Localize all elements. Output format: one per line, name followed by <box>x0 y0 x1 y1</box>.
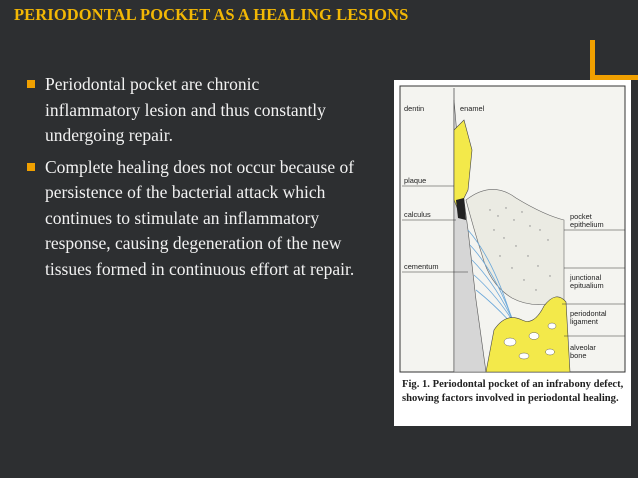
label-alveolar: alveolar <box>570 343 596 352</box>
label-enamel: enamel <box>460 104 485 113</box>
figure-panel <box>394 80 631 426</box>
bullet-text: Complete healing does not occur because of persistence of the bacterial attack which continues to stimulate an inflammatory response, causing degeneration of the new tissues formed in continuous effort at repair. <box>45 156 355 279</box>
figure-caption: Fig. 1. Periodontal pocket of an infrabony defect, showing factors involved in periodontal healing. <box>402 379 624 404</box>
label-calculus: calculus <box>404 210 431 219</box>
label-pocket: pocket <box>570 212 592 221</box>
bullet-item <box>35 72 355 149</box>
bullet-list <box>35 72 355 288</box>
accent-bar-vertical <box>590 40 595 80</box>
bullet-text: Periodontal pocket are chronic inflammatory lesion and thus constantly undergoing repair. <box>45 74 326 145</box>
bullet-item <box>35 155 355 283</box>
label-plaque: plaque <box>404 176 427 185</box>
periodontal-diagram <box>394 80 631 426</box>
label-ligament: ligament <box>570 317 598 326</box>
slide-title: PERIODONTAL POCKET AS A HEALING LESIONS <box>14 5 409 24</box>
label-pocket-epithelium: epithelium <box>570 220 604 229</box>
label-junctional: junctional <box>570 273 602 282</box>
label-junctional-epithelium: epitualium <box>570 281 604 290</box>
label-cementum: cementum <box>404 262 439 271</box>
label-dentin: dentin <box>404 104 425 113</box>
label-periodontal: periodontal <box>570 309 607 318</box>
bullet-marker <box>27 80 35 88</box>
label-bone: bone <box>570 351 587 360</box>
bullet-marker <box>27 163 35 171</box>
